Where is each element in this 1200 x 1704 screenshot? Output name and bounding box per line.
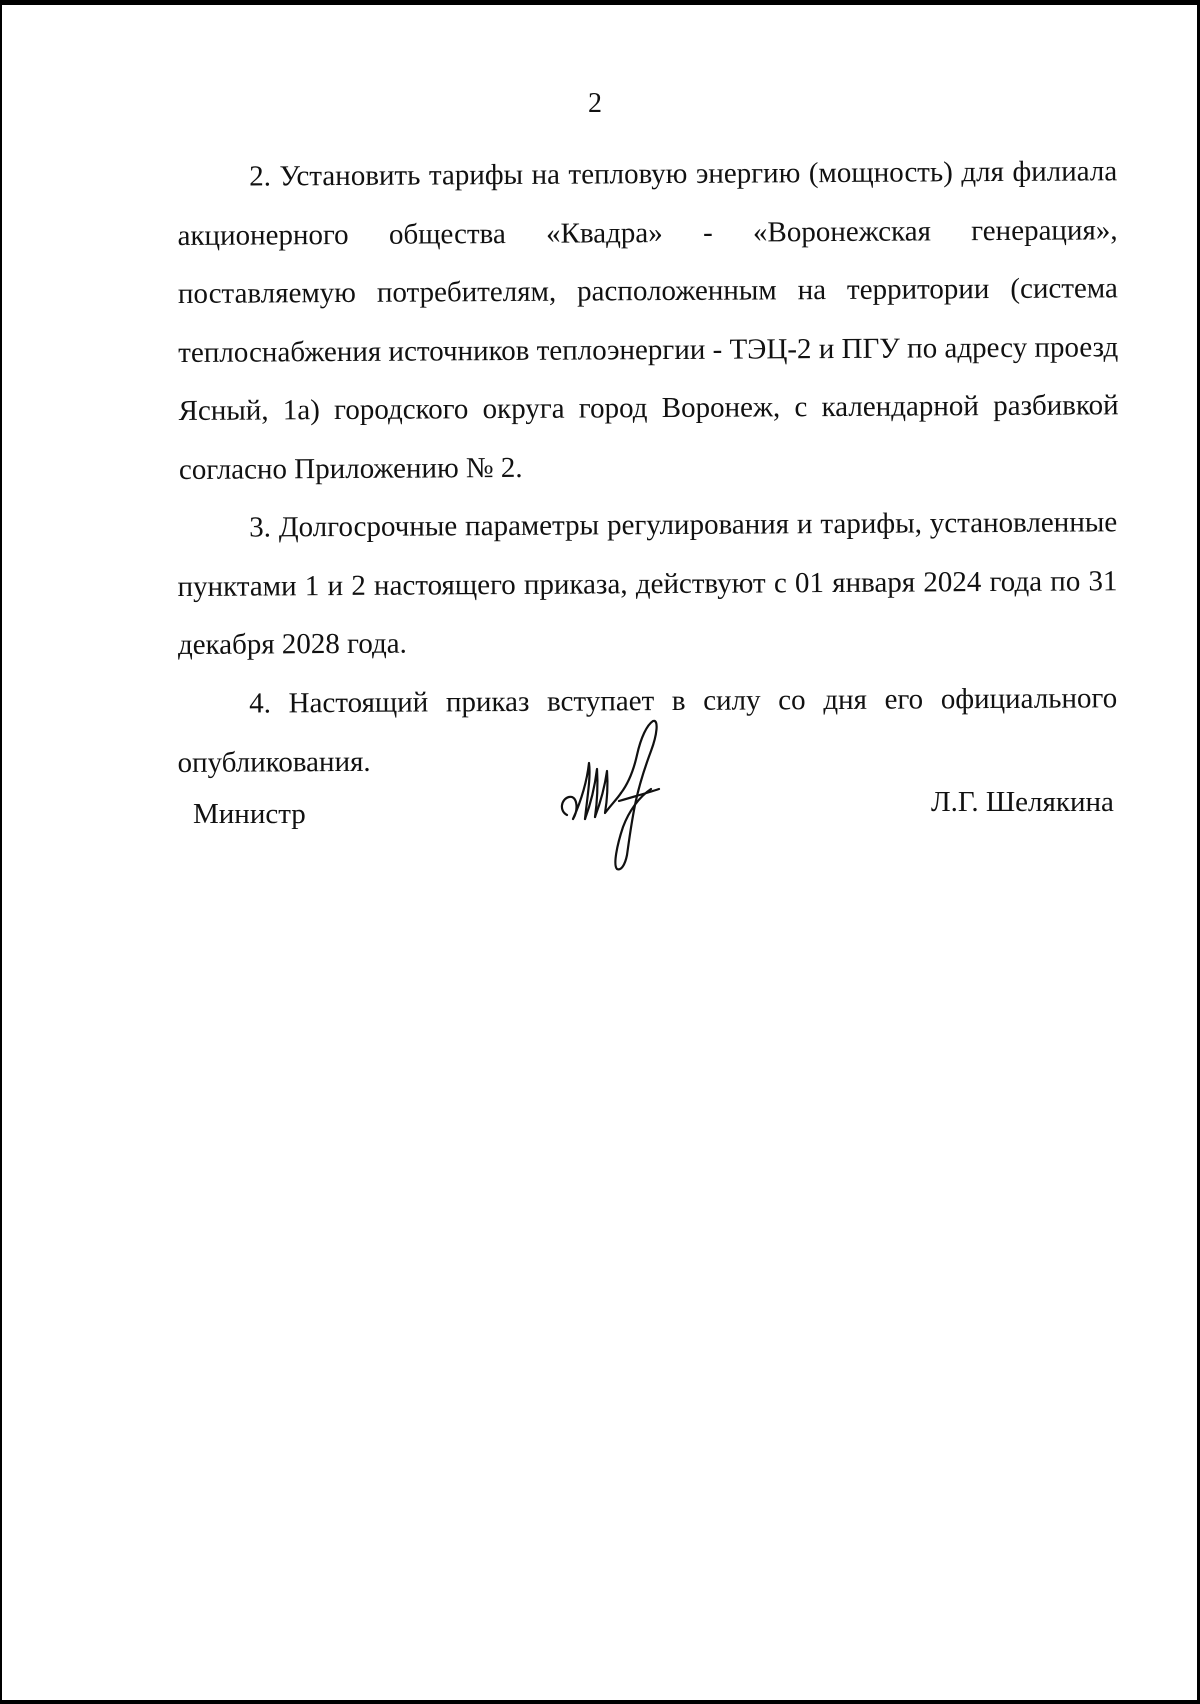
paragraph-3: 3. Долгосрочные параметры регулирования и тарифы, установленные пунктами 1 и 2 настоящего приказа, действуют с 01 января 2024 года по 31 декабря 2028 года. [177, 506, 1118, 661]
page-number: 2 [588, 88, 602, 119]
document-body [177, 148, 1117, 792]
scan-border-bottom [0, 1700, 1200, 1704]
paragraph-4: 4. Настоящий приказ вступает в силу со дня его официального опубликования. [177, 681, 1118, 778]
signer-position: Министр [193, 798, 306, 830]
signer-name: Л.Г. Шелякина [931, 786, 1114, 818]
scan-border-top [0, 0, 1200, 5]
scan-border-left [0, 0, 2, 1704]
paragraph-2: 2. Установить тарифы на тепловую энергию (мощность) для филиала акционерного общества «Квадра» - «Воронежская генерация», поставляемую потребителям, расположенным на территории (система теплоснабжения источников теплоэнергии - ТЭЦ-2 и ПГУ по адресу проезд Ясный, 1а) городского округа город Воронеж, с календарной разбивкой согласно Приложению № 2. [177, 155, 1119, 486]
